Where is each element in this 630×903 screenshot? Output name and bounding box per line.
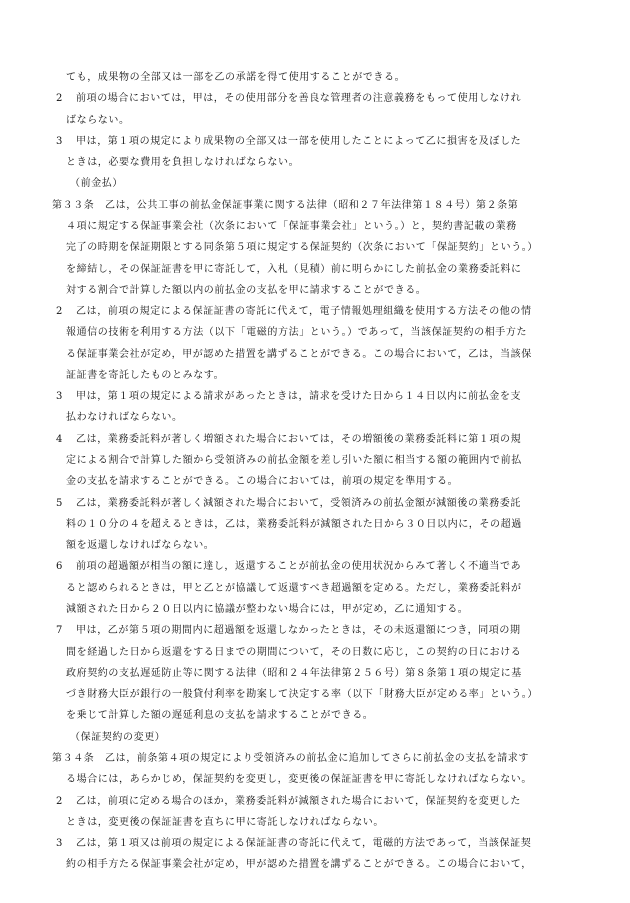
line-text: 約の相手方たる保証事業会社が定め，甲が認めた措置を講ずることができる。この場合において，	[66, 859, 532, 870]
text-line	[0, 494, 630, 514]
text-line	[0, 557, 630, 577]
line-text: 乙は，業務委託料が著しく増額された場合においては，その増額後の業務委託料に第１項の規	[76, 434, 522, 445]
text-line	[0, 834, 630, 854]
line-text: 料の１０分の４を超えるときは，乙は，業務委託料が減額された日から３０日以内に，その超過	[66, 519, 522, 530]
section-heading	[0, 728, 630, 748]
text-line	[0, 792, 630, 812]
line-text: 完了の時期を保証期限とする同条第５項に規定する保証契約（次条において「保証契約」という。）	[66, 242, 538, 253]
text-line	[0, 323, 630, 343]
text-line	[0, 600, 630, 620]
text-line	[0, 621, 630, 641]
article-line	[0, 749, 630, 769]
text-line	[0, 238, 630, 258]
section-heading	[0, 174, 630, 194]
text-line	[0, 579, 630, 599]
line-text: る保証事業会社が定め，甲が認めた措置を講ずることができる。この場合において，乙は，当該保	[66, 349, 532, 360]
text-line	[0, 302, 630, 322]
text-line	[0, 132, 630, 152]
line-text: 前項の超過額が相当の額に達し，返還することが前払金の使用状況からみて著しく不適当であ	[76, 561, 522, 572]
line-text: を乗じて計算した額の遅延利息の支払を請求することができる。	[66, 710, 374, 721]
line-text: 減額された日から２０日以内に協議が整わない場合には，甲が定め，乙に通知する。	[66, 604, 469, 615]
line-text: 甲は，第１項の規定により成果物の全部又は一部を使用したことによって乙に損害を及ぼした	[76, 136, 522, 147]
text-line	[0, 68, 630, 88]
text-line	[0, 515, 630, 535]
text-line	[0, 408, 630, 428]
text-line	[0, 685, 630, 705]
line-text: 払わなければならない。	[66, 412, 183, 423]
line-text: 額を返還しなければならない。	[66, 540, 215, 551]
text-line	[0, 153, 630, 173]
item-number: 2	[56, 796, 63, 807]
line-text: 対する割合で計算した額以内の前払金の支払を甲に請求することができる。	[66, 285, 427, 296]
line-text: ても，成果物の全部又は一部を乙の承諾を得て使用することができる。	[66, 72, 406, 83]
line-text: 証証書を寄託したものとみなす。	[66, 370, 225, 381]
line-text: ４項に規定する保証事業会社（次条において「保証事業会社」という。）と，契約書記載の業務	[66, 221, 517, 232]
text-line	[0, 770, 630, 790]
text-line	[0, 813, 630, 833]
text-line	[0, 366, 630, 386]
text-line	[0, 706, 630, 726]
text-line	[0, 430, 630, 450]
line-text: 第３４条 乙は，前条第４項の規定により受領済みの前払金に追加してさらに前払金の支払を請求す	[52, 753, 529, 764]
line-text: を締結し，その保証証書を甲に寄託して，入札（見積）前に明らかにした前払金の業務委託料に	[66, 264, 522, 275]
line-text: 政府契約の支払遅延防止等に関する法律（昭和２４年法律第２５６号）第８条第１項の規定に基	[66, 668, 522, 679]
line-text: 甲は，第１項の規定による請求があったときは，請求を受けた日から１４日以内に前払金を支	[76, 391, 522, 402]
text-line	[0, 643, 630, 663]
item-number: 7	[56, 625, 63, 636]
item-number: 3	[56, 838, 63, 849]
line-text: づき財務大臣が銀行の一般貸付利率を勘案して決定する率（以下「財務大臣が定める率」という。）	[66, 689, 538, 700]
item-number: 5	[56, 498, 63, 509]
heading-text: （保証契約の変更）	[70, 732, 166, 743]
text-line	[0, 89, 630, 109]
line-text: 乙は，前項に定める場合のほか，業務委託料が減額された場合において，保証契約を変更した	[76, 796, 521, 807]
item-number: 4	[56, 434, 63, 445]
text-line	[0, 536, 630, 556]
line-text: 定による割合で計算した額から受領済みの前払金額を差し引いた額に相当する額の範囲内で前払	[66, 455, 522, 466]
heading-text: （前金払）	[70, 178, 123, 189]
text-line	[0, 451, 630, 471]
item-number: 3	[56, 136, 63, 147]
item-number: 2	[56, 306, 63, 317]
text-line	[0, 664, 630, 684]
line-text: ときは，変更後の保証証書を直ちに甲に寄託しなければならない。	[66, 817, 384, 828]
text-line	[0, 260, 630, 280]
line-text: る場合には，あらかじめ，保証契約を変更し，変更後の保証証書を甲に寄託しなければならない。	[66, 774, 532, 785]
text-line	[0, 472, 630, 492]
text-line	[0, 281, 630, 301]
line-text: 乙は，第１項又は前項の規定による保証証書の寄託に代えて，電磁的方法であって，当該保証契	[76, 838, 532, 849]
line-text: ときは，必要な費用を負担しなければならない。	[66, 157, 300, 168]
line-text: 前項の場合においては，甲は，その使用部分を善良な管理者の注意義務をもって使用しなけれ	[76, 93, 522, 104]
item-number: 6	[56, 561, 63, 572]
line-text: 金の支払を請求することができる。この場合においては，前項の規定を準用する。	[66, 476, 459, 487]
text-line	[0, 387, 630, 407]
text-line	[0, 345, 630, 365]
text-line	[0, 111, 630, 131]
item-number: 3	[56, 391, 63, 402]
line-text: 甲は，乙が第５項の期間内に超過額を返還しなかったときは，その未返還額につき，同項の期	[76, 625, 521, 636]
line-text: 第３３条 乙は，公共工事の前払金保証事業に関する法律（昭和２７年法律第１８４号）第２条第	[52, 200, 519, 211]
line-text: 間を経過した日から返還をする日までの期間について，その日数に応じ，この契約の日における	[66, 647, 522, 658]
line-text: 報通信の技術を利用する方法（以下「電磁的方法」という。）であって，当該保証契約の相手方た	[66, 327, 528, 338]
item-number: 2	[56, 93, 63, 104]
line-text: ると認められるときは，甲と乙とが協議して返還すべき超過額を定める。ただし，業務委託料が	[66, 583, 522, 594]
text-line	[0, 855, 630, 875]
line-text: 乙は，業務委託料が著しく減額された場合において，受領済みの前払金額が減額後の業務委託	[76, 498, 521, 509]
text-line	[0, 217, 630, 237]
line-text: 乙は，前項の規定による保証証書の寄託に代えて，電子情報処理組織を使用する方法その他の情	[76, 306, 532, 317]
article-line	[0, 196, 630, 216]
line-text: ばならない。	[66, 115, 130, 126]
